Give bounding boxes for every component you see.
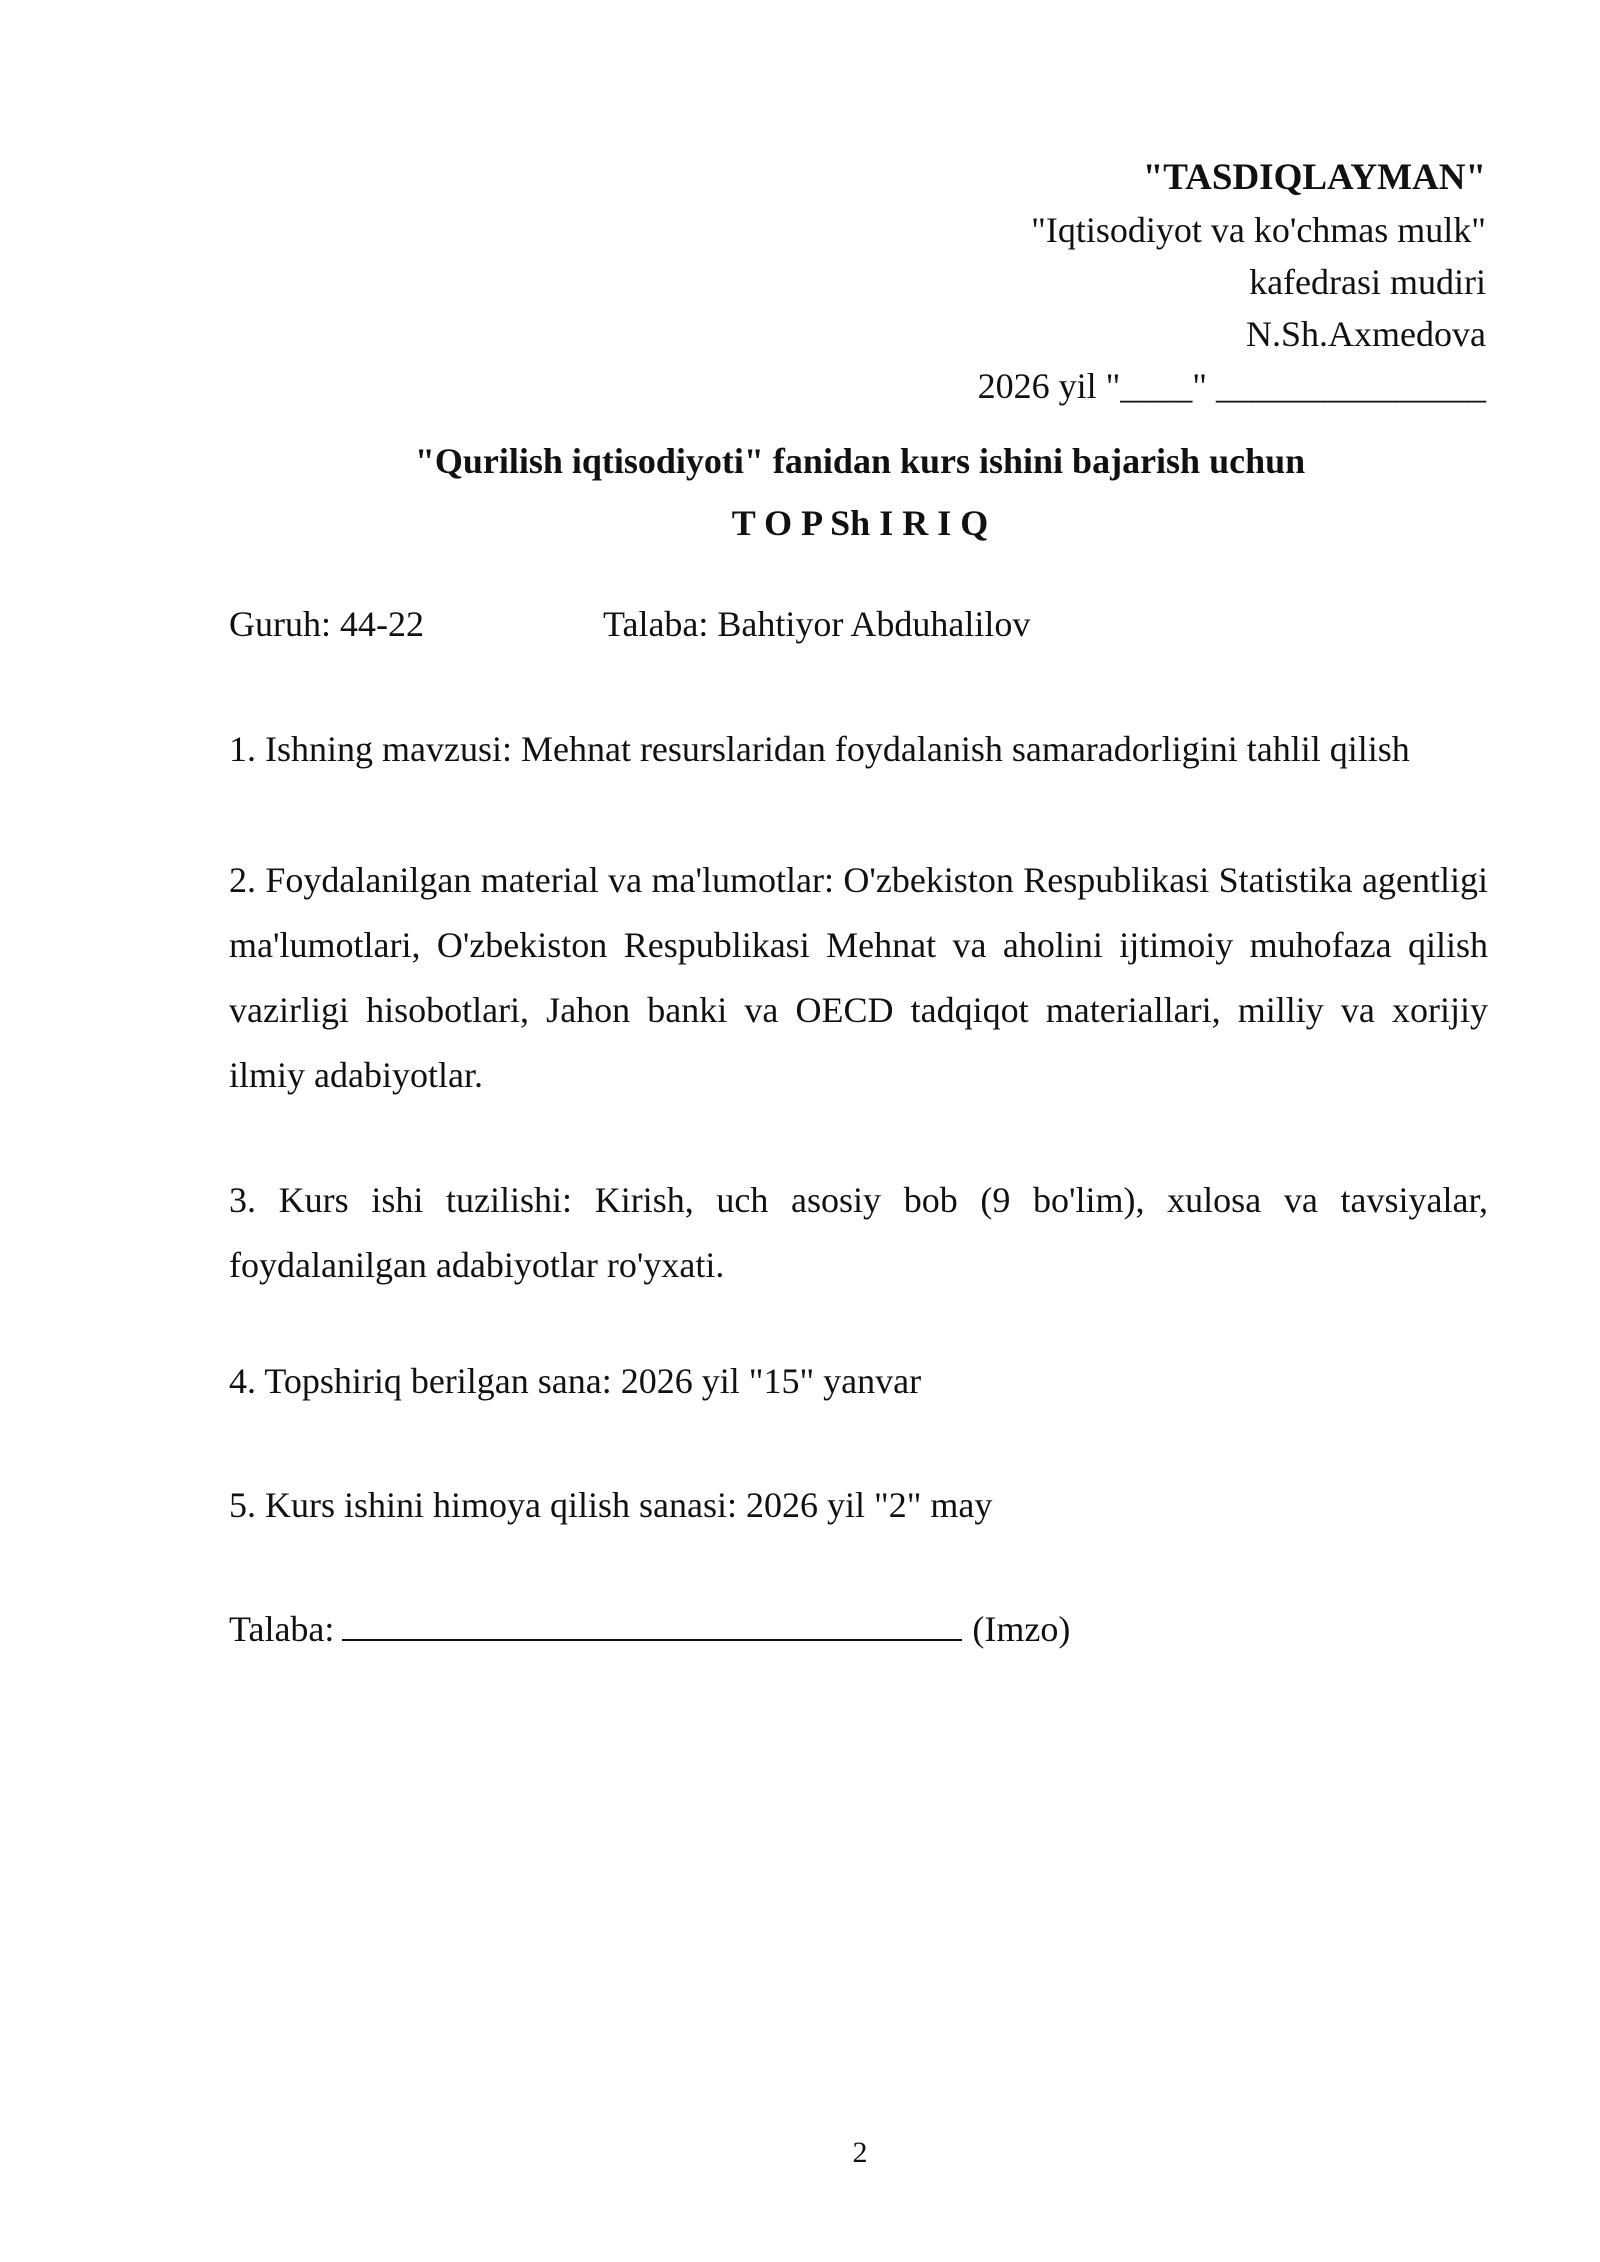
signature-note: (Imzo): [972, 1609, 1071, 1649]
item-issue-date: 4. Topshiriq berilgan sana: 2026 yil "15" yanvar: [229, 1361, 922, 1401]
page-number: 2: [852, 2136, 868, 2169]
item-materials: 2. Foydalanilgan material va ma'lumotlar: O'zbekiston Respublikasi Statistika agentligi ma'lumotlari, O'zbekiston Respublikasi Mehnat va aholini ijtimoiy muhofaza qilish vazirligi hisobotlari, Jahon banki va OECD tadqiqot materiallari, milliy va xorijiy ilmiy adabiyotlar.: [229, 860, 1488, 1095]
approval-position: kafedrasi mudiri: [1249, 262, 1486, 302]
approval-date-line: 2026 yil "____" _______________: [977, 366, 1486, 406]
document-subtitle: T O P Sh I R I Q: [731, 503, 989, 543]
student-label: Talaba: Bahtiyor Abduhalilov: [603, 604, 1031, 644]
signature-line: [342, 1609, 962, 1641]
approval-heading: "TASDIQLAYMAN": [1142, 157, 1486, 198]
item-topic: 1. Ishning mavzusi: Mehnat resurslaridan foydalanish samaradorligini tahlil qilish: [229, 729, 1410, 769]
approval-department: "Iqtisodiyot va ko'chmas mulk": [1031, 210, 1486, 250]
approval-name: N.Sh.Axmedova: [1246, 314, 1486, 354]
item-structure: 3. Kurs ishi tuzilishi: Kirish, uch asosiy bob (9 bo'lim), xulosa va tavsiyalar, foydalanilgan adabiyotlar ro'yxati.: [229, 1180, 1488, 1285]
item-defense-date: 5. Kurs ishini himoya qilish sanasi: 2026 yil "2" may: [229, 1485, 993, 1525]
signature-label: Talaba:: [229, 1609, 335, 1649]
group-row: [229, 603, 1031, 645]
group-label: Guruh: 44-22: [229, 604, 424, 644]
signature-row: [229, 1608, 1070, 1650]
approval-block: [978, 152, 1486, 412]
document-title: "Qurilish iqtisodiyoti" fanidan kurs ishini bajarish uchun: [414, 441, 1306, 481]
